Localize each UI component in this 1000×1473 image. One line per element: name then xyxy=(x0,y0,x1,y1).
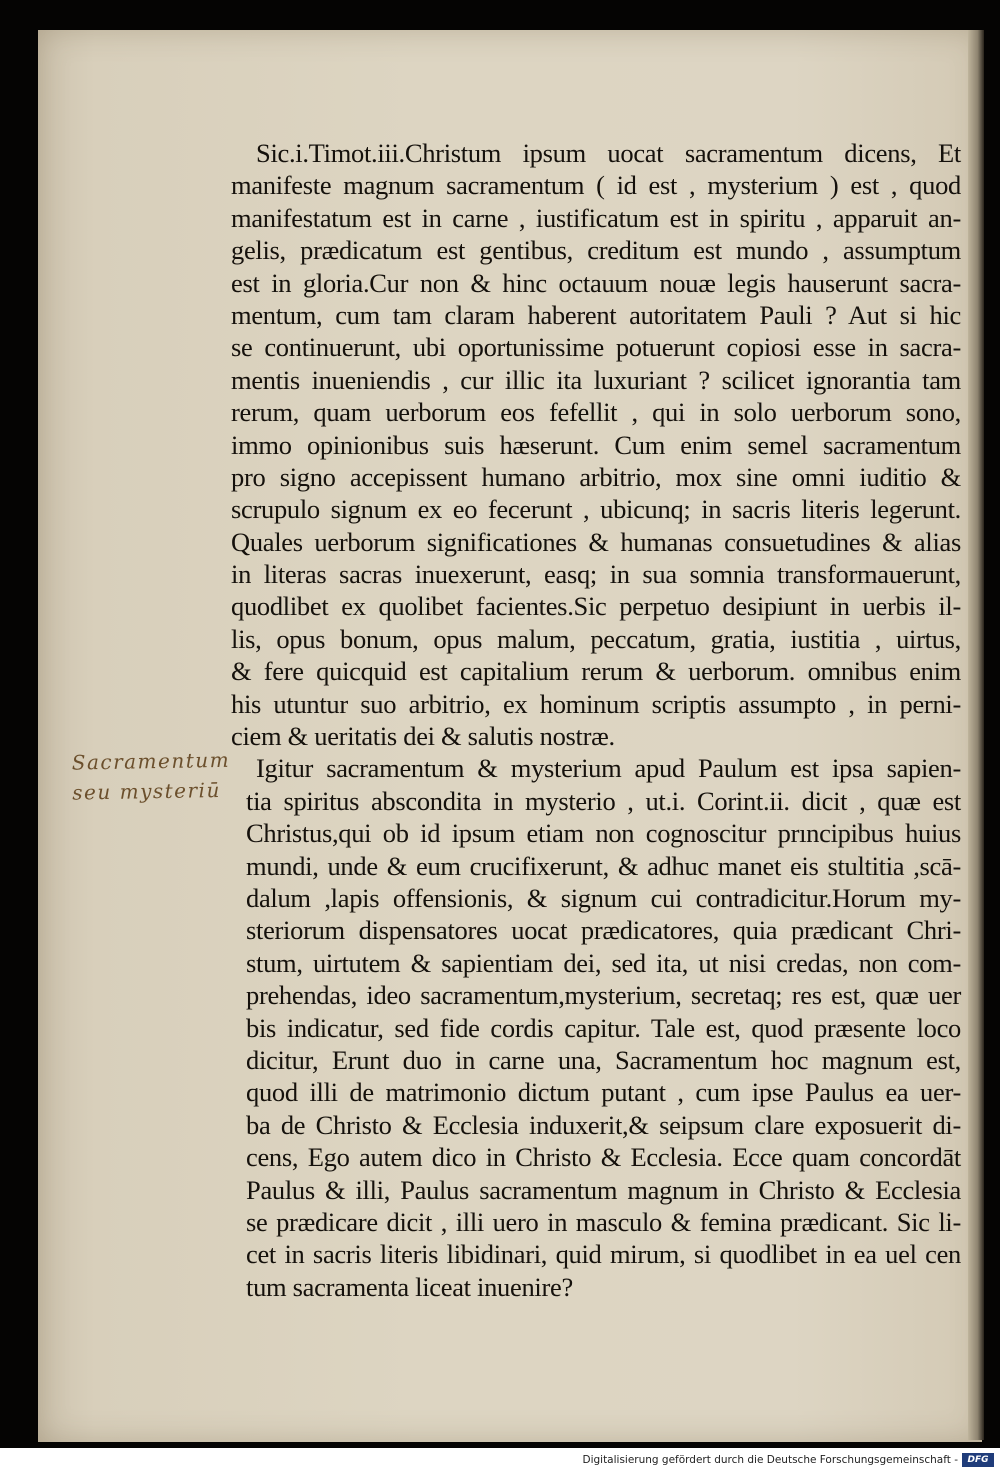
text-line: tia spiritus abscondita in mysterio , ut.i. Corint.ii. dicit , quæ est xyxy=(246,785,961,816)
text-line: bis indicatur, sed fide cordis capitur. Tale est, quod præsente loco xyxy=(246,1012,961,1043)
text-line: quod illi de matrimonio dictum putant , cum ipse Paulus ea uer- xyxy=(246,1077,961,1108)
text-line: scrupulo signum ex eo fecerunt , ubicunq; in sacris literis legerunt. xyxy=(231,494,961,525)
marginal-note-line: Sacramentum xyxy=(71,747,231,775)
text-line: mentum, cum tam claram haberent autoritatem Pauli ? Aut si hic xyxy=(231,299,961,330)
text-line: ciem & ueritatis dei & salutis nostræ. xyxy=(231,721,615,752)
text-line: Paulus & illi, Paulus sacramentum magnum in Christo & Ecclesia xyxy=(246,1174,961,1205)
text-line: se prædicare dicit , illi uero in masculo & femina prædicant. Sic li- xyxy=(246,1206,961,1237)
text-line: manifeste magnum sacramentum ( id est , mysterium ) est , quod xyxy=(231,170,961,201)
text-line: steriorum dispensatores uocat prædicatores, quia prædicant Chri- xyxy=(246,915,961,946)
handwritten-marginal-note xyxy=(71,744,252,807)
marginal-note-line: seu mysteriū xyxy=(72,777,222,805)
text-line: immo opinionibus suis hæserunt. Cum enim semel sacramentum xyxy=(231,429,961,460)
digitization-footer xyxy=(0,1448,1000,1473)
text-line: Igitur sacramentum & mysterium apud Paulum est ipsa sapien- xyxy=(256,753,961,784)
text-line: his utuntur suo arbitrio, ex hominum scriptis assumpto , in perni- xyxy=(231,688,961,719)
text-line: mentis inueniendis , cur illic ita luxuriant ? scilicet ignorantia tam xyxy=(231,364,961,395)
text-line: cet in sacris literis libidinari, quid mirum, si quodlibet in ea uel cen xyxy=(246,1239,961,1270)
text-line: Christus,qui ob id ipsum etiam non cognoscitur prıncipibus huius xyxy=(246,818,961,849)
text-line: manifestatum est in carne , iustificatum est in spiritu , apparuit an- xyxy=(231,202,961,233)
text-line: se continuerunt, ubi oportunissime potuerunt copiosi esse in sacra- xyxy=(231,332,961,363)
text-line: dalum ,lapis offensionis, & signum cui contradicitur.Horum my- xyxy=(246,882,961,913)
text-line: ba de Christo & Ecclesia induxerit,& seipsum clare exposuerit di- xyxy=(246,1109,961,1140)
text-line: & fere quicquid est capitalium rerum & uerborum. omnibus enim xyxy=(231,656,961,687)
text-line: lis, opus bonum, opus malum, peccatum, gratia, iustitia , uirtus, xyxy=(231,623,961,654)
body-text xyxy=(231,137,961,1303)
text-line: gelis, prædicatum est gentibus, creditum est mundo , assumptum xyxy=(231,235,961,266)
text-line: est in gloria.Cur non & hinc octauum nouæ legis hauserunt sacra- xyxy=(231,267,961,298)
text-line: in literas sacras inuexerunt, easq; in sua somnia transformauerunt, xyxy=(231,559,961,590)
page-edge xyxy=(968,30,984,1440)
text-line: mundi, unde & eum crucifixerunt, & adhuc manet eis stultitia ,scā- xyxy=(246,850,961,881)
text-line: pro signo accepissent humano arbitrio, mox sine omni iuditio & xyxy=(231,461,961,492)
text-line: cens, Ego autem dico in Christo & Ecclesia. Ecce quam concordāt xyxy=(246,1142,961,1173)
text-line: stum, uirtutem & sapientiam dei, sed ita, ut nisi credas, non com- xyxy=(246,947,961,978)
text-line: dicitur, Erunt duo in carne una, Sacramentum hoc magnum est, xyxy=(246,1044,961,1075)
funding-notice: Digitalisierung gefördert durch die Deutsche Forschungsgemeinschaft - xyxy=(582,1454,958,1466)
text-line: rerum, quam uerborum eos fefellit , qui in solo uerborum sono, xyxy=(231,397,961,428)
text-line: prehendas, ideo sacramentum,mysterium, secretaq; res est, quæ uer xyxy=(246,980,961,1011)
dfg-logo: DFG xyxy=(962,1453,994,1467)
text-line: Sic.i.Timot.iii.Christum ipsum uocat sacramentum dicens, Et xyxy=(256,138,961,168)
text-line: quodlibet ex quolibet facientes.Sic perpetuo desipiunt in uerbis il- xyxy=(231,591,961,622)
text-line: tum sacramenta liceat inuenire? xyxy=(246,1271,573,1302)
text-line: Quales uerborum significationes & humanas consuetudines & alias xyxy=(231,526,961,557)
